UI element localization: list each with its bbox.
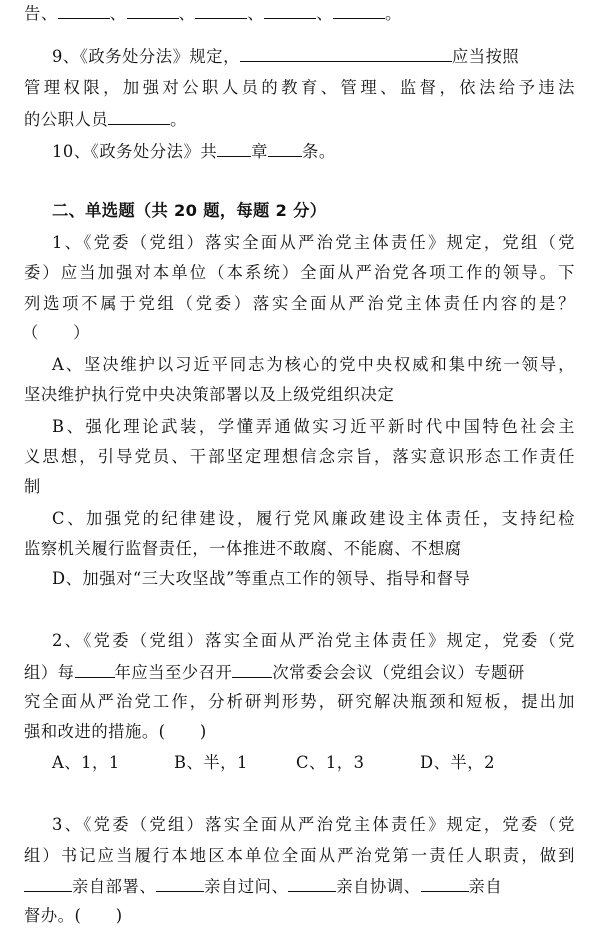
answer-blank — [421, 875, 469, 892]
sq2-line2-a: 组）每 — [24, 663, 75, 682]
sq2-option-c[interactable]: C、1，3 — [296, 753, 365, 772]
sq1-line1: 1、《党委（党组）落实全面从严治党主体责任》规定，党组（党 — [52, 233, 575, 252]
sq1-option-a-line2[interactable]: 坚决维护执行党中央决策部署以及上级党组织决定 — [24, 385, 395, 404]
sq3-line3 — [24, 875, 575, 898]
q10-lead: 10、《政务处分法》共 — [52, 142, 218, 161]
sq2-line2-b: 年应当至少召开 — [114, 663, 233, 682]
sq2-line4: 强和改进的措施。( ) — [24, 722, 207, 741]
sq1-answer-paren: （ ） — [22, 323, 91, 342]
answer-blank — [127, 2, 179, 19]
sq1-line3: 列选项不属于党组（党委）落实全面从严治党主体责任内容的是？ — [24, 294, 575, 313]
period: 。 — [170, 110, 188, 129]
sq1-option-c-line1[interactable]: C、加强党的纪律建设，履行党风廉政建设主体责任，支持纪检 — [52, 509, 575, 528]
answer-blank — [75, 661, 115, 678]
answer-blank — [108, 108, 170, 125]
separator: 、 — [178, 4, 196, 23]
sq3-line3-b: 亲自过问、 — [204, 877, 289, 896]
sq3-line3-a: 亲自部署、 — [72, 877, 157, 896]
answer-blank — [288, 875, 336, 892]
sq2-option-d[interactable]: D、半，2 — [420, 753, 496, 772]
sq3-line3-d: 亲自 — [468, 877, 503, 896]
separator: 、 — [247, 4, 265, 23]
answer-blank — [232, 661, 272, 678]
separator: 、 — [316, 4, 334, 23]
section-title: 二、单选题（共 20 题，每题 2 分） — [52, 201, 327, 220]
sq1-option-a-line1[interactable]: A、坚决维护以习近平同志为核心的党中央权威和集中统一领导， — [52, 355, 575, 374]
q8-prefix: 告、 — [24, 4, 58, 23]
separator: 、 — [109, 4, 127, 23]
sq1-option-b-line2[interactable]: 义思想，引导党员、干部坚定理想信念宗旨，落实意识形态工作责任 — [24, 447, 575, 466]
answer-blank — [333, 2, 385, 19]
sq1-option-c-line2[interactable]: 监察机关履行监督责任，一体推进不敢腐、不能腐、不想腐 — [24, 539, 462, 558]
sq2-line2 — [24, 661, 575, 684]
q10-tiao: 条。 — [302, 142, 336, 161]
sq1-option-b-line1[interactable]: B、强化理论武装，学懂弄通做实习近平新时代中国特色社会主 — [52, 417, 575, 436]
sq3-line4: 督办。( ) — [24, 906, 123, 925]
answer-blank — [240, 45, 452, 62]
q9-after-blank: 应当按照 — [451, 47, 520, 66]
answer-blank — [156, 875, 204, 892]
answer-blank — [24, 875, 72, 892]
sq3-line3-c: 亲自协调、 — [336, 877, 421, 896]
sq1-line2: 委）应当加强对本单位（本系统）全面从严治党各项工作的领导。下 — [24, 263, 575, 282]
answer-blank — [268, 140, 302, 157]
q10-line — [52, 140, 575, 163]
sq1-option-d-line1[interactable]: D、加强对“三大攻坚战”等重点工作的领导、指导和督导 — [52, 569, 471, 588]
sq2-option-b[interactable]: B、半，1 — [174, 753, 248, 772]
sq3-line2: 组）书记应当履行本地区本单位全面从严治党第一责任人职责，做到 — [24, 846, 575, 865]
q9-line3 — [24, 108, 575, 131]
answer-blank — [217, 140, 251, 157]
period: 。 — [385, 4, 402, 23]
sq2-line2-c: 次常委会会议（党组会议）专题研 — [272, 663, 525, 682]
q9-line3-text: 的公职人员 — [24, 110, 109, 129]
answer-blank — [58, 2, 110, 19]
q8-tail-line — [24, 2, 575, 25]
sq1-option-b-line3[interactable]: 制 — [24, 477, 41, 496]
sq3-line1: 3、《党委（党组）落实全面从严治党主体责任》规定，党委（党 — [52, 815, 575, 834]
sq2-line1: 2、《党委（党组）落实全面从严治党主体责任》规定，党委（党 — [52, 631, 575, 650]
q9-line2: 管理权限，加强对公职人员的教育、管理、监督，依法给予违法 — [24, 78, 575, 97]
answer-blank — [195, 2, 247, 19]
q9-lead: 9、《政务处分法》规定， — [52, 47, 240, 66]
answer-blank — [264, 2, 316, 19]
sq2-option-a[interactable]: A、1，1 — [52, 753, 120, 772]
q9-line1 — [52, 45, 575, 68]
sq2-line3: 究全面从严治党工作，分析研判形势，研究解决瓶颈和短板，提出加 — [24, 692, 575, 711]
q10-zhang: 章 — [251, 142, 268, 161]
